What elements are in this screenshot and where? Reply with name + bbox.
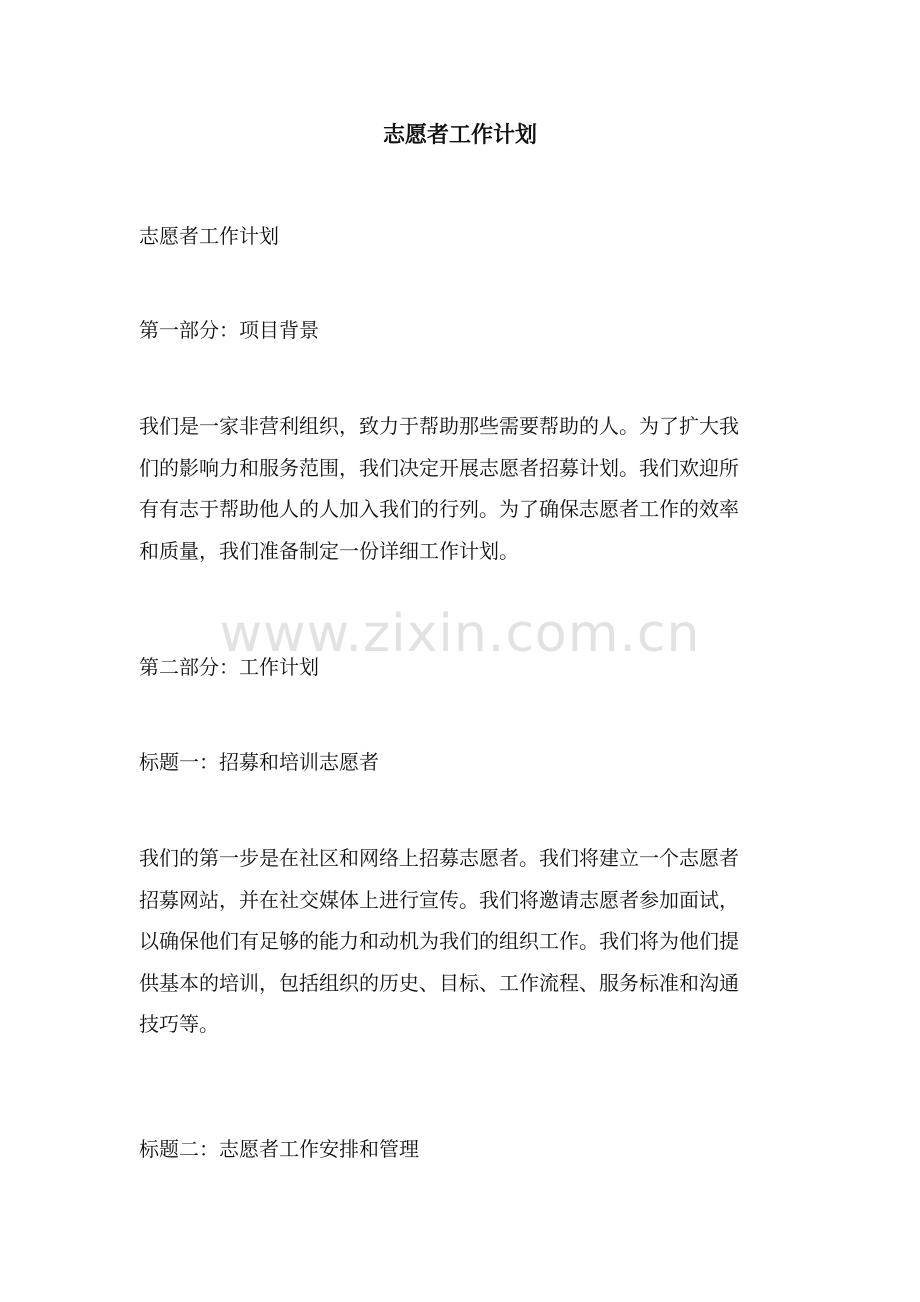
paragraph-line: 们的影响力和服务范围，我们决定开展志愿者招募计划。我们欢迎所	[139, 455, 739, 480]
subheading-work-arrangement: 标题二：志愿者工作安排和管理	[139, 1137, 419, 1161]
document-subtitle: 志愿者工作计划	[139, 224, 279, 248]
paragraph-line: 和质量，我们准备制定一份详细工作计划。	[139, 538, 519, 563]
paragraph-project-background	[139, 406, 784, 572]
watermark: www.zixin.com.cn	[219, 604, 701, 664]
paragraph-line: 供基本的培训，包括组织的历史、目标、工作流程、服务标准和沟通	[139, 970, 739, 995]
paragraph-line: 招募网站，并在社交媒体上进行宣传。我们将邀请志愿者参加面试，	[139, 887, 739, 912]
paragraph-line: 我们的第一步是在社区和网络上招募志愿者。我们将建立一个志愿者	[139, 846, 739, 870]
section-heading-part2: 第二部分：工作计划	[139, 655, 319, 679]
paragraph-line: 有有志于帮助他人的人加入我们的行列。为了确保志愿者工作的效率	[139, 497, 739, 521]
document-title: 志愿者工作计划	[382, 123, 537, 148]
paragraph-line: 以确保他们有足够的能力和动机为我们的组织工作。我们将为他们提	[139, 929, 739, 953]
subheading-recruit-train: 标题一：招募和培训志愿者	[139, 750, 379, 774]
paragraph-line: 技巧等。	[139, 1012, 219, 1036]
section-heading-part1: 第一部分：项目背景	[139, 318, 319, 342]
paragraph-recruit-train	[139, 838, 784, 1046]
paragraph-line: 我们是一家非营利组织，致力于帮助那些需要帮助的人。为了扩大我	[139, 414, 739, 438]
